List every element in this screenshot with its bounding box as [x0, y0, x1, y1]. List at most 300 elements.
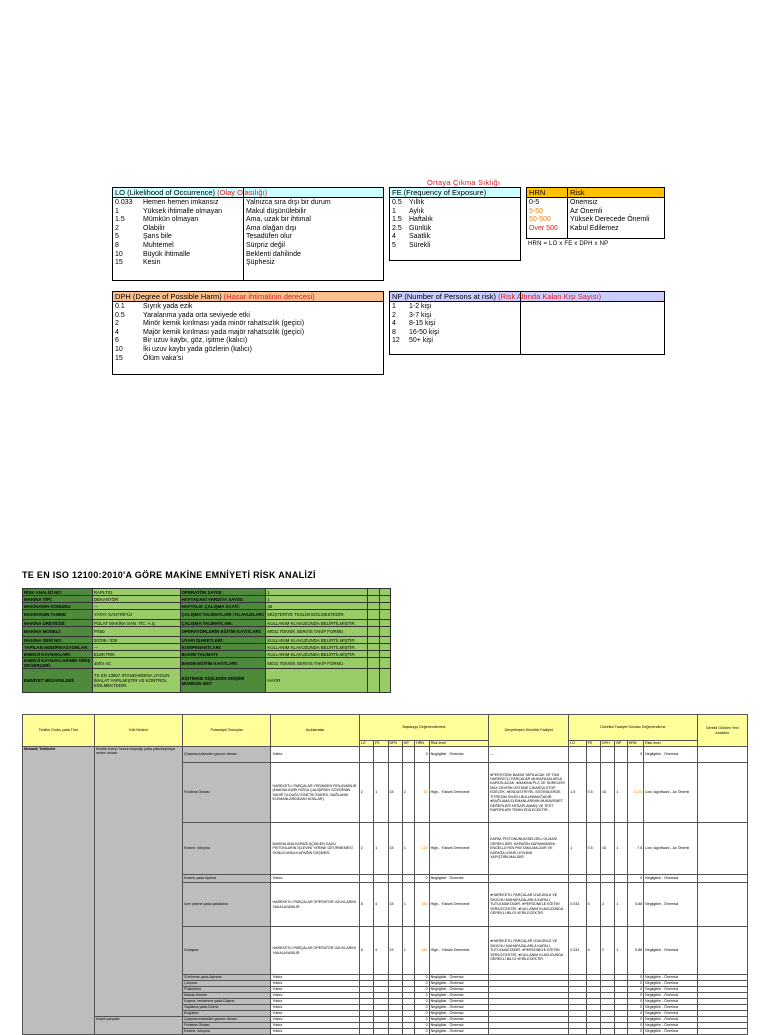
- dph-value: 6: [115, 337, 119, 345]
- sub-header: FE: [374, 741, 388, 747]
- info-value: KULLANIM KLAVUZUNDA BELİRTİLMİŞTİR.: [266, 620, 368, 627]
- hrn-after-cell: 0: [627, 1011, 643, 1017]
- hrn-cell: 0: [415, 1011, 429, 1017]
- np-cell: 1: [402, 927, 414, 975]
- info-empty: [368, 644, 380, 651]
- dph-after-cell: [601, 875, 615, 883]
- info-empty: [380, 651, 391, 658]
- sub-header: NP: [615, 741, 627, 747]
- hrn-header-left: HRN: [529, 188, 546, 197]
- dph-after-cell: 2: [601, 883, 615, 927]
- explanation: HAREKETLİ PARÇALAR YERİNDEN FIRLAYABİLİR. (MAKİNA AŞIRI HIZDA ÇALIŞIRSIN GÖVDENİN SAHİP OLDUĞU KİNETİK ENERJİ, BAĞLANIK ELEMANLARINDAN HATALAR): [271, 763, 359, 823]
- np-after-cell: 1: [615, 763, 627, 823]
- dph-cell: [388, 1029, 402, 1035]
- review-cell: [697, 883, 747, 927]
- sub-header: DPH: [601, 741, 615, 747]
- review-cell: [697, 927, 747, 975]
- info-label: MAKİNA ÜRETİCİSİ:: [23, 620, 93, 627]
- hrn-cell: 0: [415, 875, 429, 883]
- info-label: OPERATÖR SAYISI:: [180, 589, 266, 596]
- lo-value: 2: [115, 224, 119, 232]
- corrective-action: ●PERİYODİK BAKIM YAPILACAK VE TÜM HAREKETLİ PARÇALAR MUHAFAZALARLA KAPATILACAK. ●MAKİNA PLC VE SÜRELERİ MAX DEVRİN ÜSTÜNE ÇIKARSA STOP EDECEK. ●ENDÜSTRİYEL SİSTEMLERDE TİTREŞİM SWİCH BULUNMAKTADIR. ●BAĞLAMA ELEMANLARININ MUKAVEMET DEĞERLERİ HESAPLANMIŞ VE TEST RAPORLARI TEMİN EDİLECEKTİR.: [489, 763, 569, 823]
- info-empty: [368, 603, 380, 610]
- corrective-action: ●HAREKETLİ PARÇALAR IZUKÜNLÜ VE SIKICHU MUHAFAZALARLA KAPALI TUTULMAKTADIR. ●PERSONELE EĞİTİM VERİLECEKTİR. ●KULLANIM KLAVUZUNDA GEREKLİ BİLGİ VERİLECEKTİR.: [489, 883, 569, 927]
- info-empty: [380, 669, 391, 693]
- consequence: Püskürtme: [183, 987, 271, 993]
- dph-value: 2: [115, 320, 119, 328]
- info-label: ENERJİ KAYNAKLARININ GİRİŞ DEĞERLERİ:: [24, 658, 91, 668]
- risk-level-after: Low, significant - Az Önemli: [644, 763, 697, 823]
- risk-level-after: Negligible - Önemsiz: [644, 1029, 697, 1035]
- fe-after-cell: 0.5: [586, 823, 600, 875]
- hrn-after-cell: 0: [627, 747, 643, 763]
- np-values: [392, 303, 400, 346]
- info-empty: [380, 620, 391, 627]
- info-label: RİSK ANALİZİ NO:: [23, 589, 93, 596]
- hrn-header-right: Risk: [570, 188, 585, 197]
- info-empty: [368, 658, 380, 669]
- info-value: RAPLT01: [92, 589, 180, 596]
- consequence: Kesme, sıkışma: [183, 823, 271, 875]
- lo-value: 1.5: [115, 216, 125, 224]
- risk-level-after: Negligible - Önemsiz: [644, 981, 697, 987]
- corrective-action: [489, 1029, 569, 1035]
- info-row: [23, 589, 391, 596]
- lo-label: Yüksek ihtimalle olmayan: [143, 207, 222, 215]
- risk-level-after: Negligible - Önemsiz: [644, 875, 697, 883]
- hrn-ranges: [529, 199, 558, 233]
- lo-label: Mümkün olmayan: [143, 216, 199, 224]
- dph-cell: [388, 747, 402, 763]
- np-header: [390, 292, 664, 302]
- fe-label: Sürekli: [409, 241, 431, 249]
- info-empty: [368, 620, 380, 627]
- info-value: TS EN 13857 STANDARDINA UYGUN İMALAT YAPILMIŞTIR VE KONTROL EDİLMEKTEDİR.: [92, 669, 180, 693]
- risk-level: Negligible - Önemsiz: [429, 987, 489, 993]
- fe-label: Aylık: [409, 207, 425, 215]
- hrn-after-cell: 0: [627, 975, 643, 981]
- dph-value: 4: [115, 328, 119, 336]
- risk-level: High - Yüksek Derecede: [429, 823, 489, 875]
- fe-labels: [409, 199, 433, 251]
- np-label: 3-7 kişi: [409, 311, 432, 319]
- dph-value: 0.1: [115, 303, 125, 310]
- np-cell: [402, 1029, 414, 1035]
- info-empty: [380, 603, 391, 610]
- info-value: 45: [266, 603, 368, 610]
- consequence: Makas Kesme: [183, 993, 271, 999]
- hdr-action: Gerçekleşen Düzeltici Faaliyet: [489, 715, 569, 747]
- info-empty: [380, 644, 391, 651]
- np-cell: 1: [402, 823, 414, 875]
- risk-level-after: Negligible - Önemsiz: [644, 975, 697, 981]
- hrn-after-cell: 0: [627, 993, 643, 999]
- root-cause: Köşeli parçalar: [94, 1017, 182, 1035]
- info-row: [23, 620, 391, 627]
- np-value: 1: [392, 303, 396, 310]
- lo-divider: [243, 188, 244, 280]
- dph-header-tr: (Hasar ihtimalinin derecesi): [223, 292, 315, 301]
- info-row: [23, 651, 391, 658]
- lo-cell: 2: [359, 763, 373, 823]
- dph-cell: [388, 875, 402, 883]
- np-after-cell: 1: [615, 823, 627, 875]
- info-empty: [380, 596, 391, 603]
- sub-header: NP: [402, 741, 414, 747]
- fe-cell: 1: [374, 823, 388, 875]
- dph-label: Yaralanma yada orta seviyede etki: [143, 311, 250, 319]
- lo-note: Tesadüfen olur: [246, 233, 292, 241]
- dph-after-cell: 2: [601, 927, 615, 975]
- np-label: 50+ kişi: [409, 337, 433, 345]
- lo-cell: 8: [359, 927, 373, 975]
- fe-value: 1: [392, 207, 396, 215]
- consequence: Çarpma-ezilunden geçme olması: [183, 747, 271, 763]
- hrn-cell: 0: [415, 1017, 429, 1023]
- lo-cell: [359, 747, 373, 763]
- risk-level: Negligible - Önemsiz: [429, 1017, 489, 1023]
- fe-label: Saatlik: [409, 233, 431, 241]
- info-label: HAFTADAKİ VARDİYA SAYISI:: [180, 596, 266, 603]
- review-cell: [697, 875, 747, 883]
- info-label: HAFTALIK ÇALIŞMA SAATİ:: [180, 603, 266, 610]
- explanation: Yoktur: [271, 875, 359, 883]
- info-value: ---: [92, 644, 180, 651]
- dph-value: 15: [115, 354, 123, 362]
- risk-level: Negligible - Önemsiz: [429, 975, 489, 981]
- np-cell: [402, 875, 414, 883]
- fe-after-cell: 4: [586, 927, 600, 975]
- hrn-cell: 0: [415, 981, 429, 987]
- lo-after-cell: 1.5: [569, 763, 586, 823]
- explanation: Yoktur: [271, 981, 359, 987]
- fe-value: 5: [392, 241, 396, 249]
- risk-level-after: Negligible - Önemsiz: [644, 1017, 697, 1023]
- hrn-after-cell: 0: [627, 1023, 643, 1029]
- dph-values: [115, 303, 125, 363]
- lo-note: Beklenti dahilinde: [246, 250, 301, 258]
- lo-label: Olabilir: [143, 224, 165, 232]
- info-label: KOMPENANTLARI:: [180, 644, 266, 651]
- hdr-review: Gerekli Görülen Yeni Analizler: [697, 715, 747, 747]
- risk-level: Negligible - Önemsiz: [429, 875, 489, 883]
- corrective-action: KAPAK PİSTONUNUN BELGELİ OLMASI GEREKLİDİR. KAPAĞIN KAPANMASINI ENGELLEYEN PİM TAKILMALIDIR VE KAPAĞA UYARI LEVHASI YAPIŞTIRILMALIDIR.: [489, 823, 569, 875]
- info-label: UYARI İŞARETLERİ:: [180, 637, 266, 644]
- info-empty: [368, 651, 380, 658]
- consequence: Kayma, tendenme yada Düşme: [183, 999, 271, 1005]
- hrn-after-cell: 0: [627, 1005, 643, 1011]
- sub-header: Risk level: [644, 741, 697, 747]
- hdr-cause: Kök Nedeni: [94, 715, 182, 747]
- np-label: 8-15 kişi: [409, 320, 436, 328]
- explanation: Yoktur: [271, 999, 359, 1005]
- fe-cell: 4: [374, 883, 388, 927]
- hrn-cell: 0: [415, 1023, 429, 1029]
- dph-cell: 15: [388, 823, 402, 875]
- np-after-cell: 1: [615, 927, 627, 975]
- info-value: 1: [266, 596, 368, 603]
- sub-header: DPH: [388, 741, 402, 747]
- dph-label: Minör kemik kırılması yada minör rahatsızlık (geçici): [143, 320, 305, 328]
- info-value: DEKANTÖR: [92, 596, 180, 603]
- info-row: [23, 658, 391, 669]
- risk-level: Negligible - Önemsiz: [429, 1029, 489, 1035]
- consequence: Dolaşma: [183, 927, 271, 975]
- dph-cell: 15: [388, 883, 402, 927]
- np-header-tr: (Risk Altında Kalan Kişi Sayısı): [498, 292, 602, 301]
- info-label: EĞİTİMSİZ KİŞİLERİN ERİŞİMİ MÜMKÜN MÜ?: [180, 669, 266, 693]
- info-label: MAKİNANIN KONUMU:: [23, 603, 93, 610]
- info-value: YATAY SANTRİFÜJ: [92, 610, 180, 620]
- explanation: Yoktur: [271, 987, 359, 993]
- info-label: EMNİYET MESAFELERİ:: [23, 669, 93, 693]
- hdr-explanation: Açıklamalar: [271, 715, 359, 747]
- hrn-divider: [567, 188, 568, 238]
- info-empty: [380, 610, 391, 620]
- explanation: Yoktur: [271, 1017, 359, 1023]
- info-value: ---: [92, 603, 180, 610]
- hrn-cell: 0: [415, 993, 429, 999]
- info-empty: [380, 627, 391, 637]
- lo-note: Makul düşünülebilir: [246, 207, 306, 215]
- risk-level-after: Negligible - Önemsiz: [644, 987, 697, 993]
- hrn-after-cell: 0: [627, 999, 643, 1005]
- info-row: [23, 637, 391, 644]
- fe-cell: [374, 875, 388, 883]
- explanation: Yoktur: [271, 1023, 359, 1029]
- consequence: Saplama yada Delme: [183, 1005, 271, 1011]
- dph-after-cell: [601, 1029, 615, 1035]
- lo-value: 0.033: [115, 199, 133, 206]
- dph-label: İki uzuv kaybı yada gözlerin (kalıcı): [143, 345, 252, 353]
- fe-cell: 4: [374, 927, 388, 975]
- lo-cell: 2: [359, 823, 373, 875]
- hdr-initial: Başlangıç Değerlendirmesi: [359, 715, 488, 741]
- lo-header-tr: (Olay Olasılığı): [217, 188, 268, 197]
- fe-label: Haftalık: [409, 216, 433, 224]
- risk-level: Negligible - Önemsiz: [429, 747, 489, 763]
- fe-cell: [374, 1029, 388, 1035]
- fe-value: 0.5: [392, 199, 402, 206]
- info-value: KULLANIM KLAVUZUNDA BELİRTİLMİŞTİR.: [266, 637, 368, 644]
- fe-after-cell: 0.5: [586, 763, 600, 823]
- info-empty: [368, 627, 380, 637]
- lo-cell: [359, 1029, 373, 1035]
- hrn-after-cell: 0: [627, 987, 643, 993]
- fe-after-cell: [586, 747, 600, 763]
- consequence: Kesme yada Ayırma: [183, 875, 271, 883]
- info-label: MAKİNA TİPİ:: [23, 596, 93, 603]
- corrective-action: ---: [489, 747, 569, 763]
- consequence: Sürtünme yada Aşınma: [183, 975, 271, 981]
- fe-header: FE (Frequency of Exposure): [390, 188, 520, 198]
- np-after-cell: [615, 1029, 627, 1035]
- consequence: Çarpma-ezilunden geçme olması: [183, 1017, 271, 1023]
- hrn-label: Yüksek Derecede Önemli: [570, 216, 650, 224]
- info-value: MÜŞTERİYE TESLİM EDİLMEKTEDİR.: [266, 610, 368, 620]
- info-label: MAKİNA MODELİ:: [23, 627, 93, 637]
- risk-analysis-table: [22, 714, 748, 1035]
- lo-after-cell: [569, 1029, 586, 1035]
- dph-after-cell: 15: [601, 763, 615, 823]
- lo-header: [113, 188, 383, 198]
- np-table: [389, 291, 665, 355]
- lo-header-text: LO (Likelihood of Occurrence): [115, 188, 216, 197]
- fe-value: 2.5: [392, 224, 402, 232]
- lo-value: 10: [115, 250, 123, 258]
- dph-label: Ölüm vaka'sı: [143, 354, 184, 362]
- info-label: ENERJİ KAYNAKLARI:: [23, 651, 93, 658]
- explanation: Yoktur: [271, 993, 359, 999]
- corrective-action: ●HAREKETLİ PARÇALAR IZUKÜNLÜ VE SIKICHU MUHAFAZALARLA KAPALI TUTULMAKTADIR. ●PERSONELE EĞİTİM VERİLECEKTİR. ●KULLANIM KLAVUZUNDA GEREKLİ BİLGİ VERİLECEKTİR.: [489, 927, 569, 975]
- dph-cell: 15: [388, 763, 402, 823]
- info-row: [23, 603, 391, 610]
- info-label: ÇALIŞMA TALİMATLARI:: [180, 620, 266, 627]
- risk-level-after: Negligible - Önemsiz: [644, 1011, 697, 1017]
- risk-level-after: Negligible - Önemsiz: [644, 747, 697, 763]
- lo-after-cell: 0.033: [569, 883, 586, 927]
- sub-header: HRN: [627, 741, 643, 747]
- sub-header: LO: [359, 741, 373, 747]
- np-after-cell: [615, 747, 627, 763]
- np-value: 12: [392, 337, 400, 345]
- np-labels: [409, 303, 439, 346]
- info-label: MAKİNA SERİ NO:: [23, 637, 93, 644]
- fe-table: [389, 187, 521, 261]
- info-empty: [368, 669, 380, 693]
- fe-label: Günlük: [409, 224, 432, 232]
- hazard-group: Mekanik Tehlikeler: [23, 747, 95, 1035]
- hdr-consequence: Potansiyel Sonuçları: [183, 715, 271, 747]
- consequence: Çarpma: [183, 981, 271, 987]
- hdr-group: Tehlike Grubu yada Türü: [23, 715, 95, 747]
- lo-cell: [359, 875, 373, 883]
- np-value: 8: [392, 328, 396, 336]
- fe-after-cell: [586, 875, 600, 883]
- fe-after-cell: 4: [586, 883, 600, 927]
- hrn-cell: 0: [415, 999, 429, 1005]
- hrn-header: [527, 188, 664, 198]
- np-header-text: NP (Number of Persons at risk): [392, 292, 497, 301]
- dph-after-cell: [601, 747, 615, 763]
- hrn-cell: 120: [415, 823, 429, 875]
- info-value: HAYIR: [266, 669, 368, 693]
- info-empty: [380, 589, 391, 596]
- info-value: ELEKTRİK: [92, 651, 180, 658]
- lo-label: Büyük ihtimalle: [143, 250, 191, 258]
- np-cell: [402, 747, 414, 763]
- dph-header-text: DPH (Degree of Possible Harm): [115, 292, 222, 301]
- hrn-after-cell: 0.88: [627, 927, 643, 975]
- explanation: Yoktur: [271, 747, 359, 763]
- info-empty: [368, 589, 380, 596]
- root-cause: Kinetik enerji / bunun kaynağı yada yakınlaşmaya neden olması: [94, 747, 182, 1017]
- dph-header: [113, 292, 383, 302]
- consequence: Fırlatma Olması: [183, 1023, 271, 1029]
- hdr-after: Düzeltici Faaliyet Sonrası Değerlendirme: [569, 715, 697, 741]
- risk-level-after: Negligible - Önemsiz: [644, 927, 697, 975]
- lo-value: 15: [115, 259, 123, 267]
- info-empty: [368, 596, 380, 603]
- hrn-labels: [570, 199, 649, 233]
- np-after-cell: 1: [615, 883, 627, 927]
- risk-level: Negligible - Önemsiz: [429, 1011, 489, 1017]
- consequence: Kesme, sıkışma: [183, 1029, 271, 1035]
- info-value: PX50: [92, 627, 180, 637]
- lo-value: 8: [115, 241, 119, 249]
- fe-cell: 1: [374, 763, 388, 823]
- lo-label: Kesin: [143, 259, 161, 267]
- risk-level: High - Yüksek Derecede: [429, 883, 489, 927]
- hrn-table: [526, 187, 665, 239]
- hrn-label: Önemsiz: [570, 199, 598, 206]
- info-label: MAKİNANIN TANIMI:: [23, 610, 93, 620]
- info-value: KULLANIM KLAVUZUNDA BELİRTİLMİŞTİR.: [266, 644, 368, 651]
- lo-note: Ama, uzak bir ihtimal: [246, 216, 311, 224]
- consequence: İçeri çekme yada yakalama: [183, 883, 271, 927]
- sub-header: Risk level: [429, 741, 489, 747]
- np-cell: 1: [402, 883, 414, 927]
- dph-cell: 15: [388, 927, 402, 975]
- risk-level: Negligible - Önemsiz: [429, 999, 489, 1005]
- np-value: 2: [392, 311, 396, 319]
- risk-level: Negligible - Önemsiz: [429, 1005, 489, 1011]
- review-cell: [697, 763, 747, 823]
- risk-level: Negligible - Önemsiz: [429, 993, 489, 999]
- risk-level: Negligible - Önemsiz: [429, 981, 489, 987]
- fe-cell: [374, 747, 388, 763]
- info-value: POLAT MAKİNA SAN. TİC. A.Ş.: [92, 620, 180, 627]
- lo-values: [115, 199, 133, 268]
- risk-level-after: Negligible - Önemsiz: [644, 999, 697, 1005]
- info-empty: [380, 637, 391, 644]
- np-divider: [520, 292, 521, 354]
- risk-level: High - Yüksek Derecede: [429, 927, 489, 975]
- hrn-range: 0-5: [529, 199, 540, 206]
- explanation: Yoktur: [271, 1005, 359, 1011]
- dph-label: Bir uzuv kaybı, göz, işitme (kalıcı): [143, 337, 248, 345]
- info-value: KULLANIM KLAVUZUNDA BELİRTİLMİŞTİR.: [266, 651, 368, 658]
- lo-note: Yalnızca sıra dışı bir durum: [246, 199, 331, 206]
- risk-level-after: Negligible - Önemsiz: [644, 993, 697, 999]
- analysis-title: TE EN ISO 12100:2010'A GÖRE MAKİNE EMNİYETİ RİSK ANALİZİ: [22, 570, 316, 580]
- lo-cell: 8: [359, 883, 373, 927]
- explanation: HAREKETLİ PARÇALAR OPERATÖR UZUVLARINI YAKALAYABİLİR.: [271, 927, 359, 975]
- frequency-subtitle: Ortaya Çıkma Sıklığı: [427, 178, 501, 187]
- hrn-cell: 480: [415, 883, 429, 927]
- risk-level-after: Low, significant - Az Önemli: [644, 823, 697, 875]
- np-value: 4: [392, 320, 396, 328]
- hrn-after-cell: 0: [627, 1029, 643, 1035]
- info-value: M031 TEKNİK SERVİS TAKİP FORMU: [266, 658, 368, 669]
- hrn-label: Kabul Edilemez: [570, 224, 619, 232]
- info-value: 400V AC: [92, 658, 180, 669]
- lo-label: Hemen hemen imkansız: [143, 199, 219, 206]
- lo-notes: [246, 199, 331, 268]
- hrn-after-cell: 0: [627, 981, 643, 987]
- hrn-cell: 60: [415, 763, 429, 823]
- dph-label: Majör kemik kırılması yada majör rahatsızlık (geçici): [143, 328, 305, 336]
- dph-label: Sıyrık yada ezik: [143, 303, 193, 310]
- explanation: Yoktur: [271, 975, 359, 981]
- sub-header: LO: [569, 741, 586, 747]
- dph-value: 0.5: [115, 311, 125, 319]
- dph-after-cell: 15: [601, 823, 615, 875]
- consequence: Fırlatma Olması: [183, 763, 271, 823]
- hrn-after-cell: 0.88: [627, 883, 643, 927]
- hrn-range: Over 500: [529, 224, 558, 232]
- info-value: M031 TEKNİK SERVİS TAKİP FORMU: [266, 627, 368, 637]
